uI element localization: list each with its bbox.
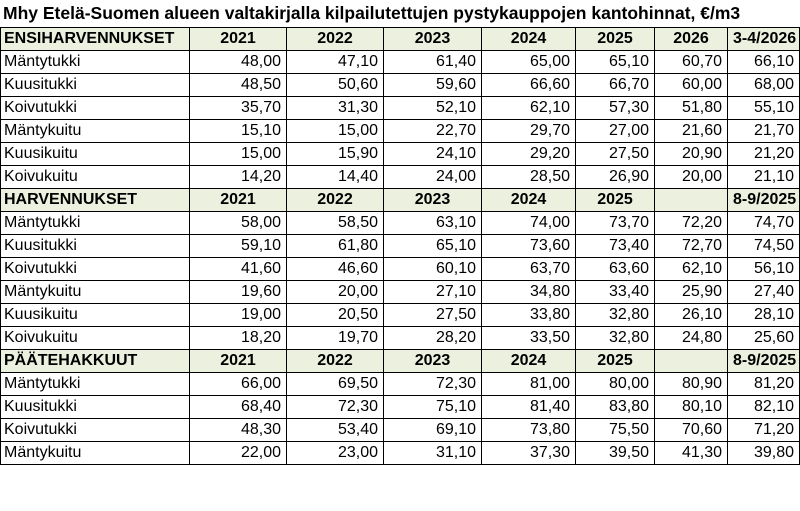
column-header: 2021 xyxy=(190,350,287,373)
price-cell: 41,30 xyxy=(655,442,728,465)
table-row xyxy=(1,235,800,258)
table-row xyxy=(1,281,800,304)
price-cell: 21,10 xyxy=(728,166,800,189)
price-cell: 62,10 xyxy=(655,258,728,281)
price-cell: 83,80 xyxy=(576,396,655,419)
row-label: Koivukuitu xyxy=(1,166,190,189)
table-row xyxy=(1,51,800,74)
price-cell: 26,90 xyxy=(576,166,655,189)
price-cell: 29,20 xyxy=(482,143,576,166)
price-cell: 57,30 xyxy=(576,97,655,120)
column-header xyxy=(655,350,728,373)
price-cell: 62,10 xyxy=(482,97,576,120)
price-cell: 59,10 xyxy=(190,235,287,258)
price-cell: 68,40 xyxy=(190,396,287,419)
column-header: 2023 xyxy=(384,350,482,373)
table-row xyxy=(1,166,800,189)
price-cell: 72,70 xyxy=(655,235,728,258)
price-cell: 63,60 xyxy=(576,258,655,281)
price-cell: 27,50 xyxy=(384,304,482,327)
price-cell: 18,20 xyxy=(190,327,287,350)
page-title: Mhy Etelä-Suomen alueen valtakirjalla kilpailutettujen pystykauppojen kantohinnat, €/m3 xyxy=(3,3,741,23)
price-cell: 66,00 xyxy=(190,373,287,396)
column-header: 3-4/2026 xyxy=(728,28,800,51)
section-header-row xyxy=(1,28,800,51)
price-cell: 47,10 xyxy=(287,51,384,74)
price-cell: 21,70 xyxy=(728,120,800,143)
row-label: Koivutukki xyxy=(1,258,190,281)
price-cell: 15,10 xyxy=(190,120,287,143)
price-cell: 82,10 xyxy=(728,396,800,419)
price-cell: 48,00 xyxy=(190,51,287,74)
price-cell: 68,00 xyxy=(728,74,800,97)
column-header: 2022 xyxy=(287,28,384,51)
price-cell: 23,00 xyxy=(287,442,384,465)
price-cell: 33,40 xyxy=(576,281,655,304)
price-cell: 20,90 xyxy=(655,143,728,166)
column-header: 2021 xyxy=(190,28,287,51)
price-cell: 27,50 xyxy=(576,143,655,166)
price-cell: 15,00 xyxy=(190,143,287,166)
column-header: 2026 xyxy=(655,28,728,51)
price-cell: 71,20 xyxy=(728,419,800,442)
table-row xyxy=(1,442,800,465)
price-cell: 81,20 xyxy=(728,373,800,396)
row-label: Koivukuitu xyxy=(1,327,190,350)
price-cell: 28,50 xyxy=(482,166,576,189)
price-cell: 51,80 xyxy=(655,97,728,120)
price-cell: 56,10 xyxy=(728,258,800,281)
column-header: 2025 xyxy=(576,350,655,373)
price-cell: 20,00 xyxy=(287,281,384,304)
price-cell: 48,50 xyxy=(190,74,287,97)
table-row xyxy=(1,327,800,350)
price-cell: 31,30 xyxy=(287,97,384,120)
price-cell: 25,60 xyxy=(728,327,800,350)
table-row xyxy=(1,212,800,235)
column-header: 2024 xyxy=(482,28,576,51)
price-cell: 80,90 xyxy=(655,373,728,396)
column-header: 2024 xyxy=(482,189,576,212)
price-cell: 29,70 xyxy=(482,120,576,143)
column-header: 2025 xyxy=(576,28,655,51)
price-cell: 15,90 xyxy=(287,143,384,166)
column-header: 2023 xyxy=(384,189,482,212)
table-row xyxy=(1,97,800,120)
row-label: Koivutukki xyxy=(1,419,190,442)
price-cell: 33,80 xyxy=(482,304,576,327)
column-header: 2025 xyxy=(576,189,655,212)
column-header: 2022 xyxy=(287,189,384,212)
table-row xyxy=(1,120,800,143)
price-cell: 66,70 xyxy=(576,74,655,97)
price-cell: 53,40 xyxy=(287,419,384,442)
column-header: 8-9/2025 xyxy=(728,350,800,373)
price-cell: 66,10 xyxy=(728,51,800,74)
price-cell: 46,60 xyxy=(287,258,384,281)
price-cell: 15,00 xyxy=(287,120,384,143)
price-cell: 52,10 xyxy=(384,97,482,120)
price-cell: 73,70 xyxy=(576,212,655,235)
table-row xyxy=(1,419,800,442)
price-cell: 81,00 xyxy=(482,373,576,396)
price-cell: 39,50 xyxy=(576,442,655,465)
price-cell: 41,60 xyxy=(190,258,287,281)
price-cell: 70,60 xyxy=(655,419,728,442)
column-header: 2024 xyxy=(482,350,576,373)
table-row xyxy=(1,74,800,97)
price-cell: 33,50 xyxy=(482,327,576,350)
price-cell: 19,70 xyxy=(287,327,384,350)
table-row xyxy=(1,373,800,396)
price-cell: 24,00 xyxy=(384,166,482,189)
column-header: 2021 xyxy=(190,189,287,212)
price-cell: 35,70 xyxy=(190,97,287,120)
column-header: 2022 xyxy=(287,350,384,373)
price-cell: 59,60 xyxy=(384,74,482,97)
price-cell: 25,90 xyxy=(655,281,728,304)
price-cell: 22,70 xyxy=(384,120,482,143)
row-label: Kuusitukki xyxy=(1,235,190,258)
price-cell: 61,80 xyxy=(287,235,384,258)
price-cell: 19,60 xyxy=(190,281,287,304)
price-cell: 63,70 xyxy=(482,258,576,281)
price-cell: 58,00 xyxy=(190,212,287,235)
price-cell: 75,50 xyxy=(576,419,655,442)
row-label: Mäntykuitu xyxy=(1,120,190,143)
price-cell: 63,10 xyxy=(384,212,482,235)
price-table xyxy=(0,27,800,465)
price-cell: 65,00 xyxy=(482,51,576,74)
row-label: Kuusikuitu xyxy=(1,143,190,166)
section-title: HARVENNUKSET xyxy=(1,189,190,212)
price-cell: 48,30 xyxy=(190,419,287,442)
price-cell: 32,80 xyxy=(576,304,655,327)
price-cell: 80,10 xyxy=(655,396,728,419)
price-cell: 74,00 xyxy=(482,212,576,235)
column-header: 8-9/2025 xyxy=(728,189,800,212)
price-cell: 26,10 xyxy=(655,304,728,327)
section-title: PÄÄTEHAKKUUT xyxy=(1,350,190,373)
row-label: Mäntytukki xyxy=(1,51,190,74)
price-cell: 73,40 xyxy=(576,235,655,258)
column-header: 2023 xyxy=(384,28,482,51)
price-cell: 60,70 xyxy=(655,51,728,74)
price-cell: 34,80 xyxy=(482,281,576,304)
row-label: Kuusikuitu xyxy=(1,304,190,327)
price-cell: 74,50 xyxy=(728,235,800,258)
price-cell: 28,20 xyxy=(384,327,482,350)
row-label: Kuusitukki xyxy=(1,396,190,419)
price-cell: 58,50 xyxy=(287,212,384,235)
price-cell: 55,10 xyxy=(728,97,800,120)
price-cell: 14,20 xyxy=(190,166,287,189)
row-label: Mäntytukki xyxy=(1,373,190,396)
price-cell: 20,50 xyxy=(287,304,384,327)
price-cell: 21,20 xyxy=(728,143,800,166)
price-cell: 66,60 xyxy=(482,74,576,97)
price-cell: 27,00 xyxy=(576,120,655,143)
price-cell: 21,60 xyxy=(655,120,728,143)
price-table-body xyxy=(1,28,800,465)
price-cell: 75,10 xyxy=(384,396,482,419)
row-label: Kuusitukki xyxy=(1,74,190,97)
price-cell: 31,10 xyxy=(384,442,482,465)
price-cell: 60,10 xyxy=(384,258,482,281)
table-row xyxy=(1,258,800,281)
price-cell: 24,80 xyxy=(655,327,728,350)
price-cell: 22,00 xyxy=(190,442,287,465)
price-cell: 61,40 xyxy=(384,51,482,74)
row-label: Mäntykuitu xyxy=(1,281,190,304)
price-cell: 65,10 xyxy=(576,51,655,74)
price-cell: 72,30 xyxy=(287,396,384,419)
table-row xyxy=(1,304,800,327)
section-header-row xyxy=(1,189,800,212)
section-title: ENSIHARVENNUKSET xyxy=(1,28,190,51)
price-cell: 39,80 xyxy=(728,442,800,465)
price-cell: 73,80 xyxy=(482,419,576,442)
price-cell: 37,30 xyxy=(482,442,576,465)
price-cell: 27,40 xyxy=(728,281,800,304)
price-cell: 72,20 xyxy=(655,212,728,235)
price-cell: 27,10 xyxy=(384,281,482,304)
price-cell: 60,00 xyxy=(655,74,728,97)
price-cell: 65,10 xyxy=(384,235,482,258)
price-cell: 74,70 xyxy=(728,212,800,235)
price-cell: 69,50 xyxy=(287,373,384,396)
price-cell: 50,60 xyxy=(287,74,384,97)
price-cell: 69,10 xyxy=(384,419,482,442)
price-cell: 81,40 xyxy=(482,396,576,419)
column-header xyxy=(655,189,728,212)
price-cell: 14,40 xyxy=(287,166,384,189)
price-cell: 72,30 xyxy=(384,373,482,396)
section-header-row xyxy=(1,350,800,373)
price-cell: 20,00 xyxy=(655,166,728,189)
price-cell: 80,00 xyxy=(576,373,655,396)
price-cell: 24,10 xyxy=(384,143,482,166)
row-label: Mäntykuitu xyxy=(1,442,190,465)
table-row xyxy=(1,143,800,166)
row-label: Mäntytukki xyxy=(1,212,190,235)
table-row xyxy=(1,396,800,419)
row-label: Koivutukki xyxy=(1,97,190,120)
price-cell: 73,60 xyxy=(482,235,576,258)
price-cell: 32,80 xyxy=(576,327,655,350)
price-cell: 28,10 xyxy=(728,304,800,327)
price-cell: 19,00 xyxy=(190,304,287,327)
